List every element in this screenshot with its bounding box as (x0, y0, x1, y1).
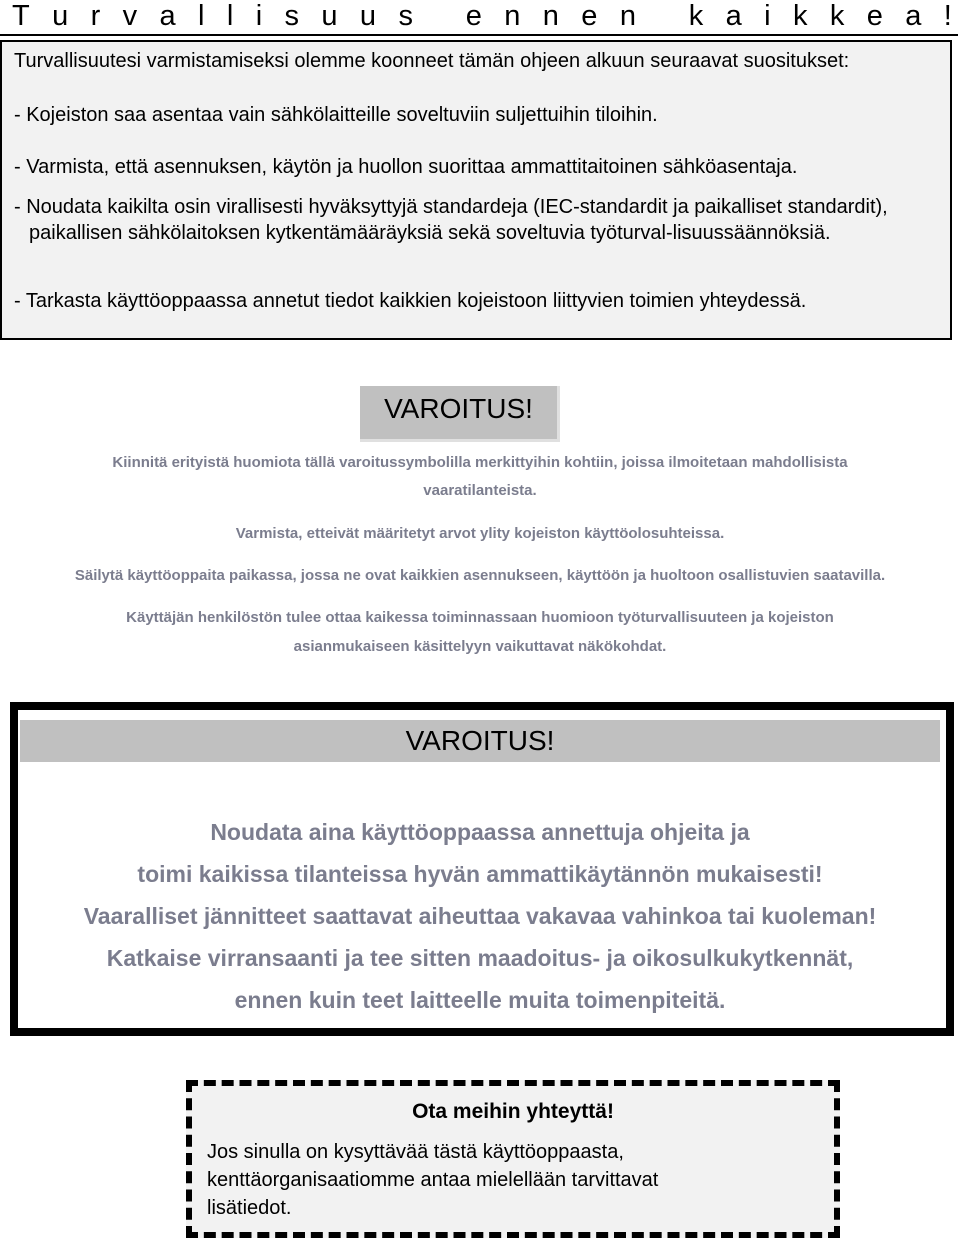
warning-text-line: Käyttäjän henkilöstön tulee ottaa kaikessa toiminnassaan huomioon työturvallisuuteen ja kojeiston (126, 609, 834, 626)
heading-letter: k (792, 0, 808, 32)
contact-title: Ota meihin yhteyttä! (412, 1100, 614, 1123)
warning-text-line: Vaaralliset jännitteet saattavat aiheuttaa vakavaa vahinkoa tai kuoleman! (83, 903, 877, 929)
heading-letter: k (688, 0, 704, 32)
warning-title: VAROITUS! (384, 393, 533, 424)
contact-text-line: Jos sinulla on kysyttävää tästä käyttöoppaasta, (207, 1141, 624, 1163)
heading-letter: u (359, 0, 377, 32)
warning-text-line: Kiinnitä erityistä huomiota tällä varoitussymbolilla merkittyihin kohtiin, joissa ilmoitetaan mahdollisista (112, 454, 848, 471)
warning-title-band (20, 720, 940, 762)
heading-letter: a (159, 0, 176, 32)
warning-text-line: Noudata aina käyttöoppaassa annettuja ohjeita ja (210, 819, 750, 845)
heading-letter: u (52, 0, 69, 32)
warning-text-line: ennen kuin teet laitteelle muita toimenpiteitä. (234, 987, 726, 1013)
warning-title-box (360, 386, 560, 442)
heading-letter: i (764, 0, 771, 32)
safety-recommendations-box (0, 40, 952, 340)
warning-title: VAROITUS! (405, 725, 555, 756)
heading-letter: l (198, 0, 205, 32)
heading-letter: a (905, 0, 922, 32)
heading-letter: e (465, 0, 482, 32)
heading-letter: v (122, 0, 138, 32)
contact-text (207, 1138, 767, 1222)
heading-letter: l (226, 0, 234, 32)
warning-text-line: vaaratilanteista. (423, 482, 537, 499)
heading-letter: a (725, 0, 742, 32)
warning-text-line: Varmista, etteivät määritetyt arvot ylity kojeiston käyttöolosuhteissa. (235, 525, 725, 542)
heading-letter: e (866, 0, 883, 32)
page-heading (12, 0, 952, 32)
heading-rule (0, 34, 958, 36)
intro-item: - Varmista, että asennuksen, käytön ja huollon suorittaa ammattitaitoinen sähköasentaja. (14, 156, 798, 178)
intro-item: - Tarkasta käyttöoppaassa annetut tiedot kaikkien kojeistoon liittyvien toimien yhteydessä. (14, 290, 807, 312)
heading-letter: n (542, 0, 559, 32)
heading-letter: n (504, 0, 521, 32)
warning-text-line: asianmukaiseen käsittelyyn vaikuttavat näkökohdat. (293, 638, 667, 655)
intro-lead-text: Turvallisuutesi varmistamiseksi olemme koonneet tämän ohjeen alkuun seuraavat suositukset: (14, 50, 850, 72)
heading-letter: s (398, 0, 413, 32)
contact-text-line: lisätiedot. (207, 1197, 292, 1219)
warning-text-line: Katkaise virransaanti ja tee sitten maadoitus- ja oikosulkukytkennät, (106, 945, 854, 971)
heading-letter: e (581, 0, 598, 32)
warning-text-line: toimi kaikissa tilanteissa hyvän ammattikäytännön mukaisesti! (137, 861, 823, 887)
heading-letter: u (321, 0, 338, 32)
heading-letter: r (90, 0, 101, 32)
heading-letter: T (12, 0, 30, 32)
intro-item: - Kojeiston saa asentaa vain sähkölaitteille soveltuviin suljettuihin tiloihin. (14, 104, 658, 126)
heading-letter: ! (943, 0, 952, 32)
heading-letter: k (829, 0, 845, 32)
heading-letter (658, 0, 666, 32)
heading-letter: s (284, 0, 300, 32)
warning-text-line: Säilytä käyttöoppaita paikassa, jossa ne ovat kaikkien asennukseen, käyttöön ja huoltoon osallistuvien saatavilla. (74, 567, 886, 584)
heading-letter: n (619, 0, 636, 32)
contact-text-line: kenttäorganisaatiomme antaa mielellään tarvittavat (207, 1169, 659, 1191)
intro-item: - Noudata kaikilta osin virallisesti hyväksyttyjä standardeja (IEC-standardit ja paikalliset standardit), paikallisen sähkölaitoksen kytkentämääräyksiä sekä soveltuvia työturval-lisuussäännöksiä. (14, 196, 888, 244)
heading-letter (435, 0, 443, 32)
heading-letter: i (255, 0, 263, 32)
